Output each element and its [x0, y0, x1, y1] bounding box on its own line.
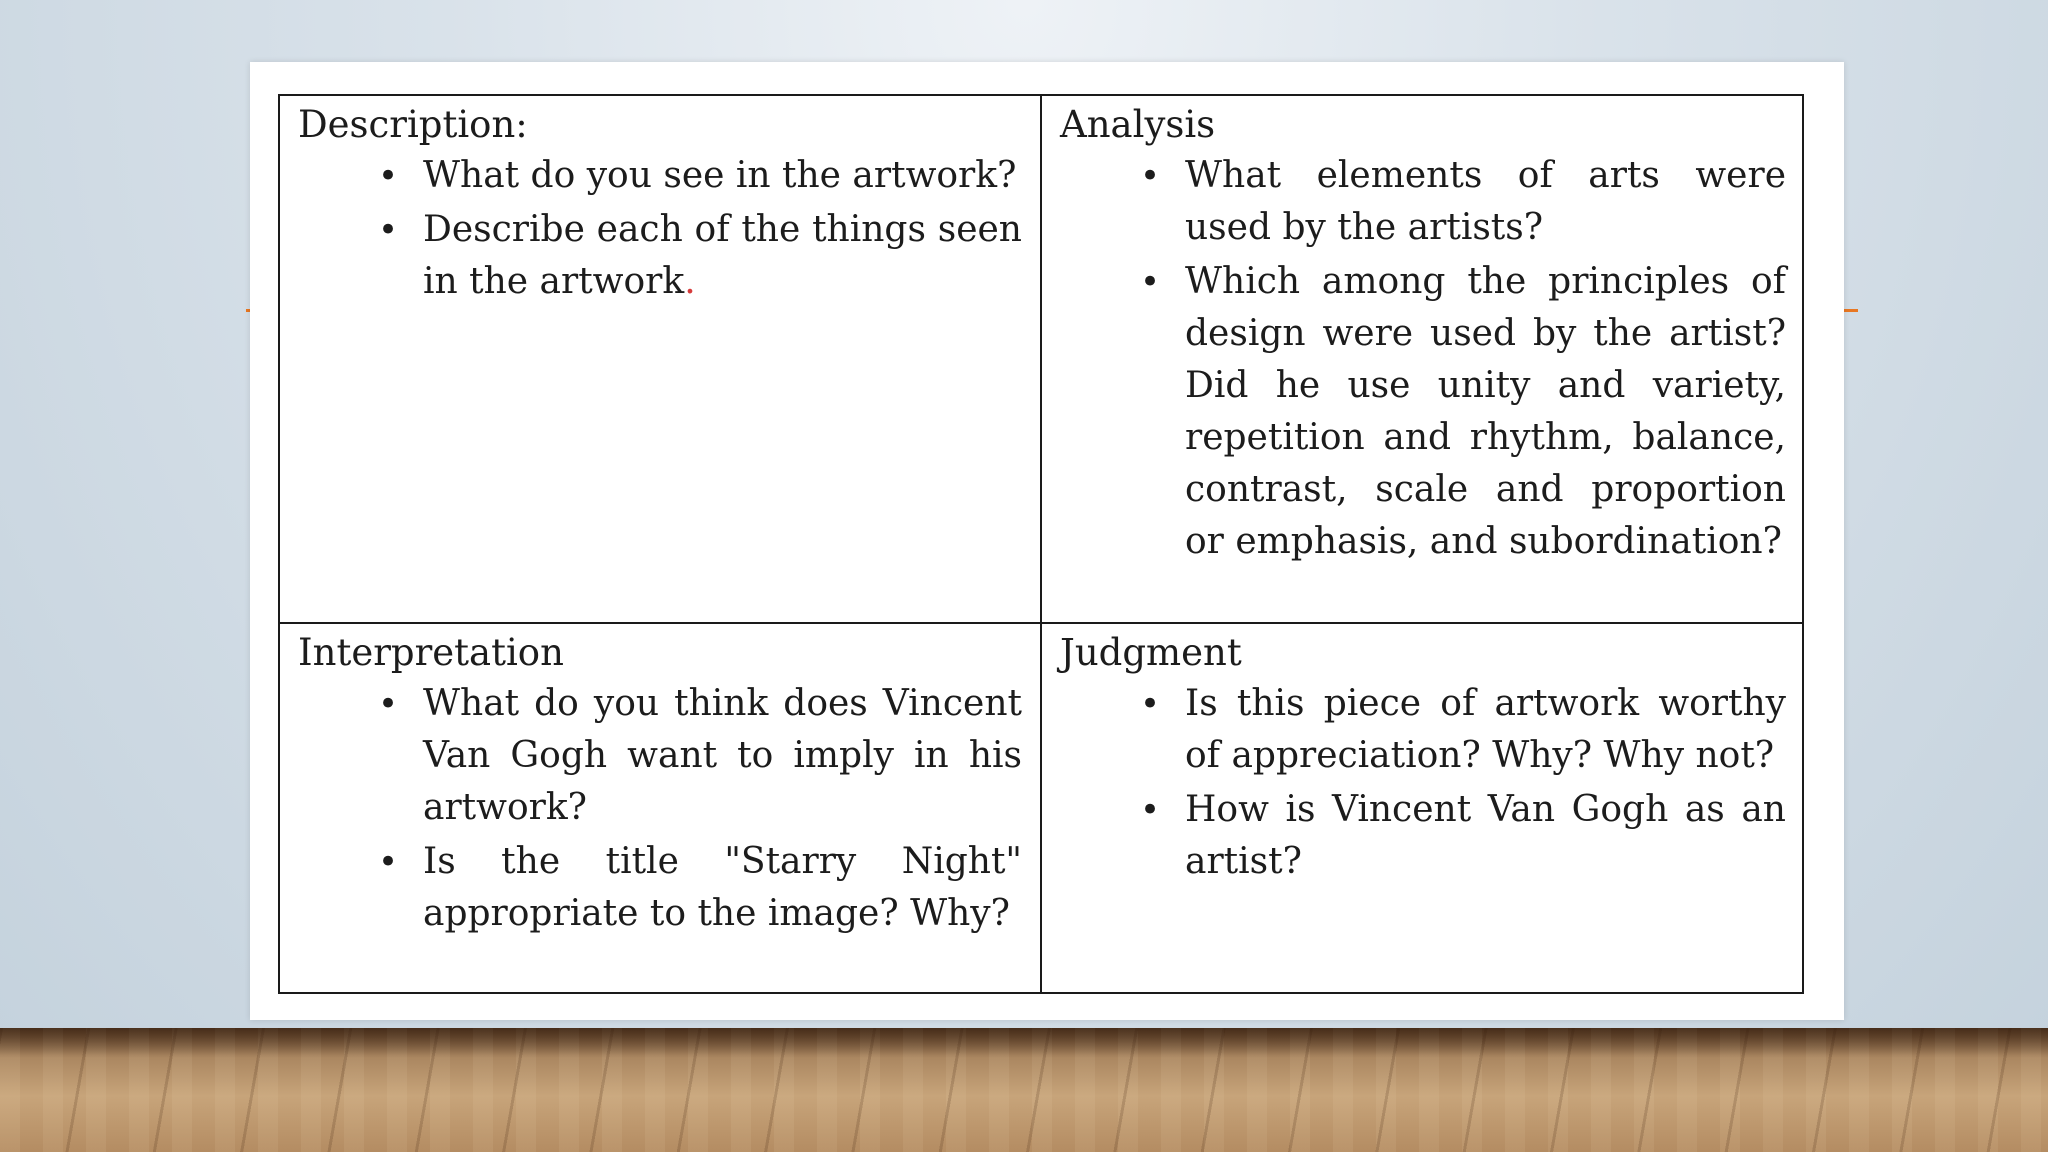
interpretation-item-1	[378, 678, 1022, 834]
interpretation-list	[298, 678, 1022, 940]
description-item-2-period: .	[684, 261, 696, 302]
slide-content-box	[250, 62, 1844, 1020]
description-item-2	[378, 204, 1022, 308]
interpretation-item-2	[378, 836, 1022, 940]
description-title: Description:	[298, 103, 528, 146]
description-item-1-text: What do you see in the artwork?	[423, 155, 1017, 196]
wooden-floor-background	[0, 1028, 2048, 1152]
judgment-item-2-text: How is Vincent Van Gogh as an artist?	[1185, 789, 1786, 882]
judgment-list	[1060, 678, 1786, 888]
interpretation-item-1-text: What do you think does Vincent Van Gogh want to imply in his artwork?	[423, 683, 1022, 828]
analysis-cell	[1042, 96, 1804, 624]
interpretation-cell	[280, 624, 1042, 992]
art-criticism-table	[278, 94, 1804, 994]
description-item-1	[378, 150, 1022, 202]
analysis-item-2	[1140, 256, 1786, 568]
interpretation-title: Interpretation	[298, 631, 564, 674]
description-item-2-text: Describe each of the things seen in the artwork	[423, 209, 1022, 302]
analysis-title: Analysis	[1060, 103, 1216, 146]
description-list	[298, 150, 1022, 308]
judgment-cell	[1042, 624, 1804, 992]
judgment-item-2	[1140, 784, 1786, 888]
analysis-item-1-text: What elements of arts were used by the artists?	[1185, 155, 1786, 248]
analysis-item-2-text: Which among the principles of design were used by the artist? Did he use unity and variety, repetition and rhythm, balance, contrast, scale and proportion or emphasis, and subordination?	[1185, 261, 1786, 562]
accent-line-right	[1844, 309, 1858, 312]
judgment-item-1	[1140, 678, 1786, 782]
judgment-title: Judgment	[1060, 631, 1242, 674]
floor-shadow	[0, 1028, 2048, 1058]
analysis-item-1	[1140, 150, 1786, 254]
description-cell	[280, 96, 1042, 624]
interpretation-item-2-text: Is the title "Starry Night" appropriate to the image? Why?	[423, 841, 1022, 934]
judgment-item-1-text: Is this piece of artwork worthy of appreciation? Why? Why not?	[1185, 683, 1786, 776]
analysis-list	[1060, 150, 1786, 568]
